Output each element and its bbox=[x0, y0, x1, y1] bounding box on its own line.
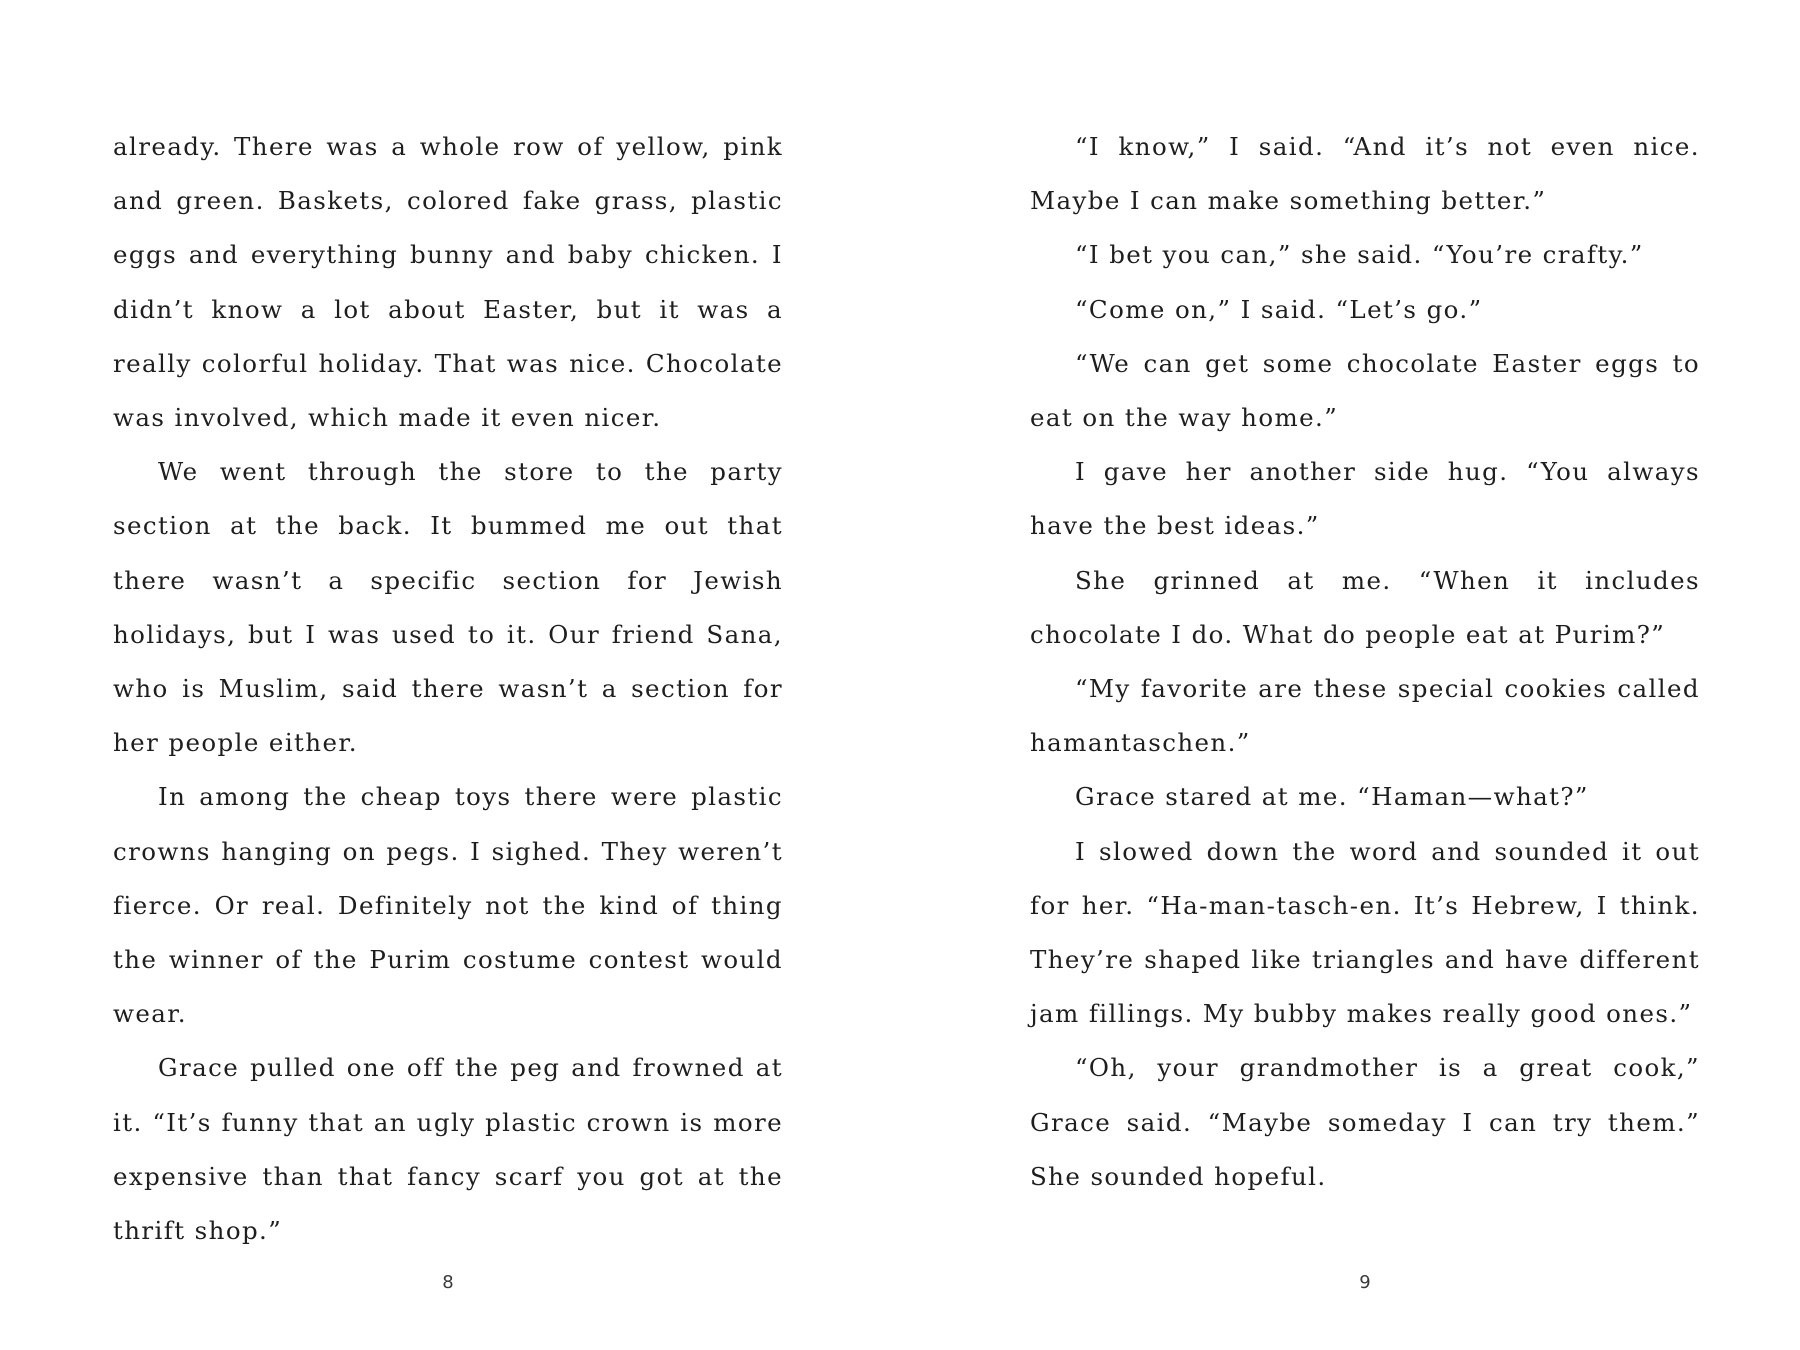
paragraph: I gave her another side hug. “You always have the best ideas.” bbox=[1030, 457, 1700, 541]
paragraph: already. There was a whole row of yellow, pink and green. Baskets, colored fake grass, plastic eggs and everything bunny and baby chicken. I didn’t know a lot about Easter, but it was a really colorful holiday. That was nice. Chocolate was involved, which made it even nicer. bbox=[113, 132, 783, 433]
paragraph: “My favorite are these special cookies called hamantaschen.” bbox=[1030, 674, 1700, 758]
paragraph: She grinned at me. “When it includes chocolate I do. What do people eat at Purim?” bbox=[1030, 565, 1700, 649]
paragraph: “We can get some chocolate Easter eggs to eat on the way home.” bbox=[1030, 348, 1700, 433]
left-page bbox=[113, 120, 783, 1258]
paragraph: “Come on,” I said. “Let’s go.” bbox=[1075, 294, 1483, 324]
paragraph: In among the cheap toys there were plastic crowns hanging on pegs. I sighed. They weren’t fierce. Or real. Definitely not the kind of thing the winner of the Purim costume contest would wear. bbox=[113, 782, 783, 1029]
page-number-left: 8 bbox=[442, 1272, 454, 1293]
paragraph: “I bet you can,” she said. “You’re crafty.” bbox=[1075, 240, 1644, 270]
paragraph: Grace pulled one off the peg and frowned at it. “It’s funny that an ugly plastic crown is more expensive than that fancy scarf you got at the thrift shop.” bbox=[113, 1053, 783, 1246]
paragraph: I slowed down the word and sounded it out for her. “Ha-man-tasch-en. It’s Hebrew, I think. They’re shaped like triangles and have different jam fillings. My bubby makes really good ones.” bbox=[1030, 836, 1700, 1029]
paragraph: Grace stared at me. “Haman—what?” bbox=[1075, 782, 1589, 812]
right-page bbox=[1030, 120, 1700, 1204]
paragraph: We went through the store to the party section at the back. It bummed me out that there wasn’t a specific section for Jewish holidays, but I was used to it. Our friend Sana, who is Muslim, said there wasn’t a section for her people either. bbox=[113, 457, 783, 758]
paragraph: “Oh, your grandmother is a great cook,” Grace said. “Maybe someday I can try them.” She sounded hopeful. bbox=[1030, 1053, 1700, 1191]
paragraph: “I know,” I said. “And it’s not even nice. Maybe I can make something better.” bbox=[1030, 132, 1700, 216]
page-number-right: 9 bbox=[1359, 1272, 1371, 1293]
